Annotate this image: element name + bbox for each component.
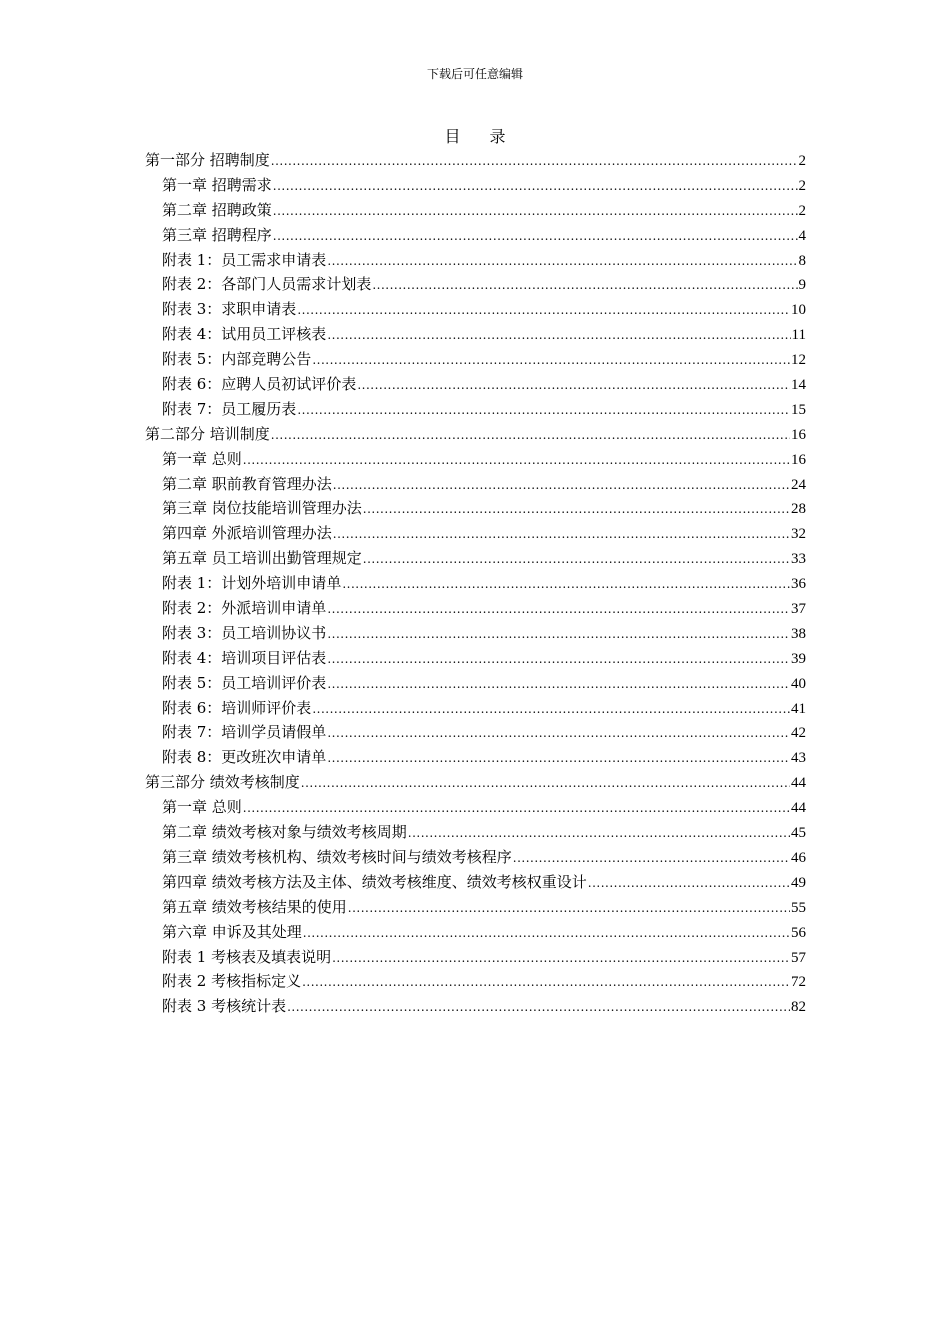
toc-entry[interactable] [145,945,806,970]
toc-entry-label: 附表 2 考核指标定义 [162,972,302,991]
toc-entry-page-number: 33 [791,551,806,568]
toc-entry-label: 附表 8：更改班次申请单 [162,748,327,767]
toc-dot-leader [297,298,790,322]
toc-dot-leader [408,821,790,845]
toc-entry[interactable] [145,148,806,173]
toc-dot-leader [357,373,790,397]
toc-entry[interactable] [145,347,806,372]
toc-entry-page-number: 15 [791,401,806,418]
toc-entry[interactable] [145,646,806,671]
toc-entry[interactable] [145,920,806,945]
toc-entry-label: 附表 1：员工需求申请表 [162,250,327,269]
toc-dot-leader [287,995,790,1019]
toc-entry-page-number: 38 [791,625,806,642]
toc-entry-label: 第四章 外派培训管理办法 [162,524,332,543]
toc-entry-page-number: 57 [791,949,806,966]
toc-entry-label: 附表 1 考核表及填表说明 [162,947,332,966]
toc-dot-leader [243,796,790,820]
toc-dot-leader [513,846,790,870]
toc-entry-label: 第一章 总则 [162,798,242,817]
toc-entry-label: 附表 5：内部竞聘公告 [162,350,312,369]
toc-dot-leader [297,398,790,422]
toc-entry-label: 附表 3：求职申请表 [162,300,297,319]
toc-entry[interactable] [145,870,806,895]
toc-entry[interactable] [145,422,806,447]
toc-entry-page-number: 9 [798,277,806,294]
toc-dot-leader [342,572,790,596]
toc-dot-leader [333,473,790,497]
toc-title: 目 录 [444,127,518,146]
toc-entry-label: 第三章 招聘程序 [162,225,272,244]
toc-entry-label: 附表 2：各部门人员需求计划表 [162,275,372,294]
toc-entry-page-number: 45 [791,825,806,842]
toc-entry-page-number: 43 [791,750,806,767]
toc-entry-label: 第六章 申诉及其处理 [162,922,302,941]
toc-entry-label: 第四章 绩效考核方法及主体、绩效考核维度、绩效考核权重设计 [162,872,587,891]
toc-dot-leader [588,871,790,895]
toc-entry-label: 第二章 绩效考核对象与绩效考核周期 [162,823,407,842]
toc-entry-page-number: 32 [791,526,806,543]
toc-entry-page-number: 56 [791,924,806,941]
toc-entry[interactable] [145,322,806,347]
toc-dot-leader [332,946,790,970]
toc-entry-label: 第三章 绩效考核机构、绩效考核时间与绩效考核程序 [162,847,512,866]
toc-entry-label: 附表 3：员工培训协议书 [162,623,327,642]
toc-entry-label: 附表 6：培训师评价表 [162,698,312,717]
toc-entry-page-number: 44 [791,775,806,792]
toc-entry-label: 第二章 职前教育管理办法 [162,474,332,493]
toc-dot-leader [273,224,798,248]
toc-entry-label: 第二章 招聘政策 [162,200,272,219]
toc-entry-label: 第一章 招聘需求 [162,175,272,194]
toc-entry-page-number: 49 [791,874,806,891]
toc-dot-leader [333,522,790,546]
toc-entry[interactable] [145,571,806,596]
table-of-contents [145,148,806,1019]
toc-entry-label: 第二部分 培训制度 [145,424,270,443]
toc-dot-leader [303,921,790,945]
toc-entry-page-number: 37 [791,601,806,618]
toc-entry[interactable] [145,596,806,621]
toc-entry-page-number: 55 [791,899,806,916]
toc-entry-page-number: 44 [791,800,806,817]
toc-entry-page-number: 42 [791,725,806,742]
toc-dot-leader [273,199,798,223]
toc-entry[interactable] [145,795,806,820]
toc-dot-leader [363,547,790,571]
toc-entry-page-number: 11 [791,327,806,344]
toc-entry-label: 附表 6：应聘人员初试评价表 [162,375,357,394]
toc-entry-page-number: 2 [798,153,806,169]
toc-entry[interactable] [145,820,806,845]
toc-entry-page-number: 40 [791,675,806,692]
toc-entry-label: 附表 2：外派培训申请单 [162,599,327,618]
toc-entry-label: 附表 7：员工履历表 [162,399,297,418]
toc-entry[interactable] [145,994,806,1019]
toc-entry-page-number: 24 [791,476,806,493]
toc-entry[interactable] [145,198,806,223]
toc-entry-page-number: 2 [798,202,806,219]
toc-entry-page-number: 46 [791,849,806,866]
toc-entry-label: 第一章 总则 [162,449,242,468]
toc-dot-leader [271,149,798,173]
toc-entry[interactable] [145,696,806,721]
toc-dot-leader [327,622,790,646]
toc-entry-label: 附表 1：计划外培训申请单 [162,574,342,593]
toc-dot-leader [301,771,790,795]
toc-entry[interactable] [145,546,806,571]
toc-entry[interactable] [145,248,806,273]
toc-dot-leader [327,647,790,671]
toc-entry[interactable] [145,770,806,795]
toc-entry-page-number: 72 [791,974,806,991]
toc-entry[interactable] [145,297,806,322]
toc-entry[interactable] [145,845,806,870]
toc-entry[interactable] [145,671,806,696]
toc-entry-page-number: 16 [791,426,806,443]
toc-dot-leader [243,448,790,472]
toc-entry[interactable] [145,521,806,546]
toc-entry-label: 第三部分 绩效考核制度 [145,773,300,792]
toc-dot-leader [312,697,790,721]
toc-entry[interactable] [145,272,806,297]
toc-entry-page-number: 39 [791,650,806,667]
toc-entry[interactable] [145,720,806,745]
toc-entry-label: 附表 4：试用员工评核表 [162,325,327,344]
toc-entry-page-number: 8 [798,252,806,269]
toc-entry[interactable] [145,472,806,497]
header-note: 下载后可任意编辑 [426,67,523,81]
toc-dot-leader [271,423,790,447]
toc-entry[interactable] [145,372,806,397]
toc-entry-page-number: 36 [791,576,806,593]
toc-entry-label: 第五章 员工培训出勤管理规定 [162,549,362,568]
toc-dot-leader [327,323,790,347]
toc-entry[interactable] [145,745,806,770]
toc-dot-leader [302,970,790,994]
toc-entry-page-number: 28 [791,501,806,518]
toc-dot-leader [372,273,797,297]
toc-entry-label: 第三章 岗位技能培训管理办法 [162,499,362,518]
toc-entry-page-number: 14 [791,377,806,394]
toc-entry[interactable] [145,397,806,422]
toc-entry[interactable] [145,621,806,646]
toc-entry-label: 第五章 绩效考核结果的使用 [162,897,347,916]
toc-entry-label: 第一部分 招聘制度 [145,151,270,169]
toc-dot-leader [327,249,797,273]
toc-entry-page-number: 2 [798,177,806,194]
toc-dot-leader [327,746,790,770]
toc-dot-leader [327,672,790,696]
toc-entry[interactable] [145,447,806,472]
toc-entry-label: 附表 3 考核统计表 [162,997,287,1016]
toc-dot-leader [348,896,790,920]
toc-entry-page-number: 4 [798,227,806,244]
toc-entry[interactable] [145,496,806,521]
toc-entry-label: 附表 7：培训学员请假单 [162,723,327,742]
toc-entry-label: 附表 4：培训项目评估表 [162,648,327,667]
toc-entry-label: 附表 5：员工培训评价表 [162,673,327,692]
toc-dot-leader [312,348,790,372]
toc-dot-leader [273,174,798,198]
toc-entry-page-number: 41 [791,700,806,717]
toc-entry[interactable] [145,969,806,994]
toc-dot-leader [363,497,790,521]
toc-entry[interactable] [145,223,806,248]
toc-dot-leader [327,721,790,745]
toc-entry[interactable] [145,895,806,920]
toc-entry-page-number: 82 [791,999,806,1016]
toc-entry-page-number: 12 [791,352,806,369]
toc-entry-page-number: 10 [791,302,806,319]
toc-entry-page-number: 16 [791,451,806,468]
toc-dot-leader [327,597,790,621]
toc-entry[interactable] [145,173,806,198]
